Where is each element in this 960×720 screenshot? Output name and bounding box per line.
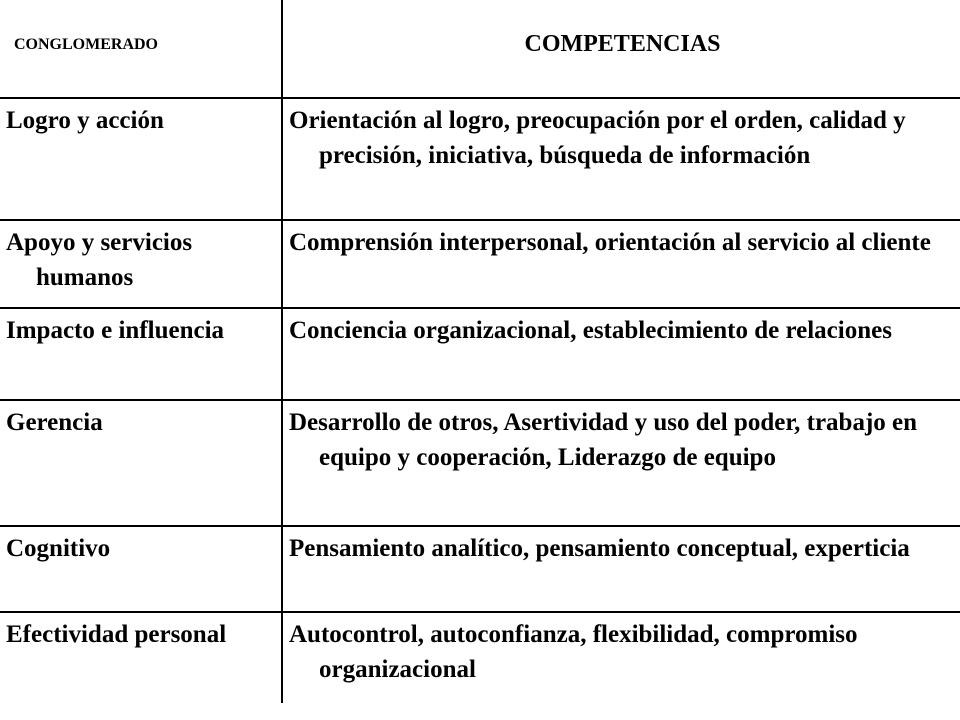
competencies-cell (282, 526, 960, 612)
table-row (0, 526, 960, 612)
competencies-cell (282, 612, 960, 703)
cluster-label: Impacto e influencia (6, 317, 225, 344)
table-row (0, 98, 960, 220)
cluster-label: Efectividad personal (6, 621, 227, 648)
competencies-cell (282, 220, 960, 308)
cluster-label: Cognitivo (6, 535, 111, 562)
table-row (0, 612, 960, 703)
table-row (0, 220, 960, 308)
competencies-text: Orientación al logro, preocupación por el orden, calidad y precisión, iniciativa, búsqueda de información (289, 107, 906, 169)
cluster-label: Logro y acción (6, 107, 164, 134)
competencies-cell (282, 308, 960, 400)
cluster-cell (0, 220, 282, 308)
competencies-cell (282, 400, 960, 526)
header-competencias: COMPETENCIAS (282, 0, 960, 98)
competencies-text: Comprensión interpersonal, orientación al servicio al cliente (289, 229, 931, 256)
competencies-text: Pensamiento analítico, pensamiento conceptual, experticia (289, 535, 910, 562)
header-conglomerado: CONGLOMERADO (0, 0, 282, 98)
cluster-label: Gerencia (6, 409, 103, 436)
table-row (0, 308, 960, 400)
competencies-text: Autocontrol, autoconfianza, flexibilidad, compromiso organizacional (289, 621, 858, 683)
cluster-cell (0, 308, 282, 400)
cluster-label: Apoyo y servicios humanos (6, 229, 193, 291)
competencies-text: Conciencia organizacional, establecimiento de relaciones (289, 317, 892, 344)
cluster-cell (0, 400, 282, 526)
cluster-cell (0, 526, 282, 612)
table-row (0, 400, 960, 526)
competencies-text: Desarrollo de otros, Asertividad y uso del poder, trabajo en equipo y cooperación, Liderazgo de equipo (289, 409, 918, 471)
cluster-cell (0, 612, 282, 703)
competencies-cell (282, 98, 960, 220)
table-header-row (0, 0, 960, 98)
cluster-cell (0, 98, 282, 220)
